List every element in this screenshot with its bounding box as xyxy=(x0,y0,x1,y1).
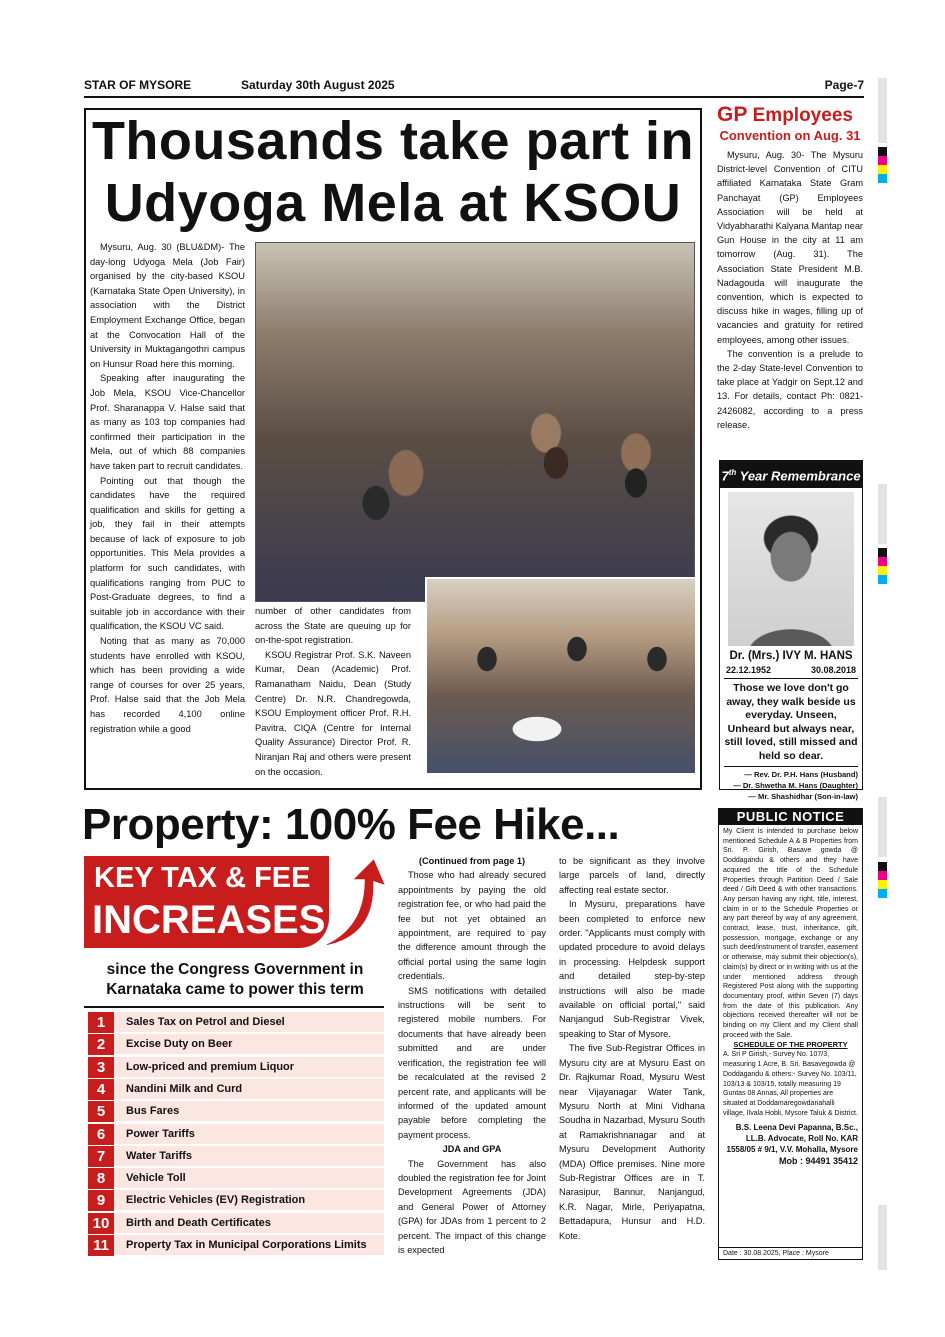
remembrance-dates xyxy=(720,664,862,676)
advocate: B.S. Leena Devi Papanna, B.Sc., LL.B. Advocate, Roll No. KAR 1558/05 # 9/1, V.V. Mohalla, Mysore xyxy=(726,1123,858,1155)
schedule-body: A. Sri P Girish,- Survey No. 107/3, measuring 1 Acre, B. Sri. Basavegowda @ Doddagandu & others:- Survey No. 103/11, 103/13 & 103/15, totally measuring 19 Guntas 08 Annas, All properties are situated at Doddamaregowdanahalli village, Ilvala Hobli, Mysore Taluk & District. xyxy=(723,1051,858,1117)
property-col1 xyxy=(398,854,546,1257)
tax-item-label: Electric Vehicles (EV) Registration xyxy=(114,1190,384,1211)
margin-stripe xyxy=(878,797,887,857)
gp-title-rest: Employees xyxy=(752,105,853,126)
tax-list-item xyxy=(88,1146,384,1167)
tax-item-number: 11 xyxy=(88,1235,114,1256)
tax-item-number: 9 xyxy=(88,1190,114,1211)
paragraph: The convention is a prelude to the 2-day State-level Convention to take place at Yadgir on Sept.12 and 13. For details, contact Ph: 0821- 2426082, according to a press release. xyxy=(717,348,863,430)
schedule-title: SCHEDULE OF THE PROPERTY xyxy=(733,1040,848,1050)
notice-body: My Client is intended to purchase below mentioned Schedule A & B Properties from Sri. P. Girish, Basave gowda @ Doddagandu & others and they have acquired the title of the Schedule Properties through Partition Deed / Sale deed / Gift Deed & with other transactions. Any person having any right, title, interest, claim in or to the Schedule Properties or any part thereof by way of any agreement, contract, lease, trust, inheritance, gift, possession, mortgage, exchange or any such deed/instrument of transfer, easement or otherwise, may submit their objection(s), claim(s) by direct or in writing with us at the under mentioned address through Registered Post along with the supporting documentary proof, within Seven (7) days from the date of this publication. Any objections received thereafter will not be binding on my Client and my Client shall proceed with the Sale. xyxy=(723,828,858,1039)
tax-item-label: Bus Fares xyxy=(114,1101,384,1122)
remembrance-title xyxy=(720,461,862,488)
tax-item-label: Sales Tax on Petrol and Diesel xyxy=(114,1012,384,1033)
paragraph: In Mysuru, preparations have been completed to enforce new order. "Applicants must comply with updated procedure to avoid delays in processing. Helpdesk support and detailed step-by-step instructions will also be made available on official portal," said Nanjangud Sub-Registrar Vivek, speaking to Star of Mysore. xyxy=(559,899,705,1039)
color-bar xyxy=(878,862,887,898)
paragraph: The five Sub-Registrar Offices in Mysuru city are at Mysuru East on Dr. Rajkumar Road, Mysuru West near Vijayanagar Water Tank, Mysuru North at Mini Vidhana Soudha in Nazarbad, Mysuru South at Ramakrishnanagar and at Mysuru Development Authority (MDA) Office premises. Nine more Sub-Registrar Offices are in T. Narasipur, Bannur, Nanjangud, K.R. Nagar, Mirle, Periyapatna, Bettadapura, Hunsur and H.D. Kote. xyxy=(559,1043,705,1241)
tax-item-label: Low-priced and premium Liquor xyxy=(114,1057,384,1078)
infographic-title-block xyxy=(84,856,329,948)
color-bar xyxy=(878,147,887,183)
tax-item-number: 6 xyxy=(88,1124,114,1145)
tax-item-number: 8 xyxy=(88,1168,114,1189)
paragraph: Pointing out that though the candidates have the required qualification and skills for getting a job, they fail in their attempts because of lack of exposure to job opportunities. This Mela provides a platform for such candidates, with qualifications ranging from PUC to Post-Graduate degrees, to find a suitable job in accordance with their qualification, the KSOU VC said. xyxy=(90,475,245,632)
tax-item-label: Property Tax in Municipal Corporations Limits xyxy=(114,1235,384,1256)
tax-list-item xyxy=(88,1012,384,1033)
paragraph: The Government has also doubled the registration fee for Joint Development Agreements (JDA) and General Power of Attorney (GPA) for JDAs from 1 percent to 2 percent. The impact of this change is expected xyxy=(398,1158,546,1255)
remembrance-name: Dr. (Mrs.) IVY M. HANS xyxy=(729,650,853,663)
gp-subtitle: Convention on Aug. 31 xyxy=(719,128,861,143)
margin-stripe xyxy=(878,78,887,143)
tax-item-label: Excise Duty on Beer xyxy=(114,1034,384,1055)
paper-name: STAR OF MYSORE xyxy=(84,78,192,92)
tax-item-number: 10 xyxy=(88,1213,114,1234)
paragraph: Noting that as many as 70,000 students have enrolled with KSOU, which has been providing a wide range of courses for over 25 years, Prof. Halse said that the Job Mela has recorded 4,100 online registration while a good xyxy=(90,636,245,734)
infographic-subtitle: since the Congress Government in Karnataka came to power this term xyxy=(106,961,364,998)
tax-item-number: 5 xyxy=(88,1101,114,1122)
paragraph: KSOU Registrar Prof. S.K. Naveen Kumar, Dean (Academic) Prof. Ramanatham Naidu, Dean (Study Centre) Dr. N.R. Chandregowda, KSOU Employment officer Prof. R.H. Pavitra, CIQA (Centre for Internal Quality Assurance) Director Prof. R. Niranjan Raj and others were present on the occasion. xyxy=(255,649,411,777)
notice-footer: Date : 30.08.2025, Place : Mysore xyxy=(719,1247,862,1259)
paragraph: Speaking after inaugurating the Job Mela, KSOU Vice-Chancellor Prof. Sharanappa V. Halse said that as many as 103 top companies had confirmed their participation in the Mela, out of which 88 companies have taken part to recruit candidates. xyxy=(90,373,245,471)
tax-item-number: 7 xyxy=(88,1146,114,1167)
lead-headline-line2: Udyoga Mela at KSOU xyxy=(104,173,682,233)
gp-title-gp: GP xyxy=(717,103,748,126)
remembrance-verse: Those we love don't go away, they walk beside us everyday. Unseen, Unheard but always near, still loved, still missed and held so dear. xyxy=(724,678,858,767)
tax-item-label: Vehicle Toll xyxy=(114,1168,384,1189)
margin-stripe xyxy=(878,1205,887,1270)
tax-item-number: 1 xyxy=(88,1012,114,1033)
signatory: — Mr. Shashidhar (Son-in-law) xyxy=(748,792,858,802)
job-fair-crowd-photo xyxy=(255,242,695,602)
lead-headline xyxy=(86,110,700,234)
lead-col1 xyxy=(90,240,245,736)
gp-story xyxy=(717,104,863,432)
tax-list-item xyxy=(88,1034,384,1055)
tax-item-number: 2 xyxy=(88,1034,114,1055)
paragraph: to be significant as they involve large parcels of land, directly affecting real estate sector. xyxy=(559,856,705,895)
paragraph: number of other candidates from across the State are queuing up for on-the-spot registration. xyxy=(255,606,411,646)
property-col2 xyxy=(559,854,705,1243)
paragraph: Mysuru, Aug. 30 (BLU&DM)- The day-long Udyoga Mela (Job Fair) organised by the city-based KSOU (Karnataka State Open University), in association with the District Employment Exchange Office, began at the Convocation Hall of the University in Muktagangothri campus on Hunsur Road here this morning. xyxy=(90,242,245,369)
notice-title: PUBLIC NOTICE xyxy=(719,809,862,825)
portrait-photo xyxy=(728,492,854,646)
lead-col2 xyxy=(255,604,411,779)
remembrance-num: 7 xyxy=(721,468,729,484)
margin-stripe xyxy=(878,484,887,544)
infographic-title1: KEY TAX & FEE xyxy=(94,862,311,894)
signatory: — Rev. Dr. P.H. Hans (Husband) xyxy=(744,770,858,780)
tax-item-label: Birth and Death Certificates xyxy=(114,1213,384,1234)
gp-title xyxy=(717,104,863,127)
died-date: 30.08.2018 xyxy=(810,665,856,676)
tax-list-item xyxy=(88,1190,384,1211)
tax-item-label: Water Tariffs xyxy=(114,1146,384,1167)
tax-item-number: 3 xyxy=(88,1057,114,1078)
color-bar xyxy=(878,548,887,584)
tax-list-item xyxy=(88,1101,384,1122)
tax-list-item xyxy=(88,1235,384,1256)
page-header xyxy=(84,78,864,96)
tax-list-item xyxy=(88,1079,384,1100)
paragraph: Those who had already secured appointments by paying the old registration fee, or who had paid the fee but not yet obtained an appointment, are required to pay the difference amount through the official portal using the same login credentials. xyxy=(398,870,546,982)
advocate-mobile: Mob : 94491 35412 xyxy=(778,1156,858,1167)
remembrance-box xyxy=(719,460,863,802)
signatory: — Dr. Shwetha M. Hans (Daughter) xyxy=(733,781,858,791)
lead-headline-line1: Thousands take part in xyxy=(91,111,695,171)
tax-list-item xyxy=(88,1168,384,1189)
continued-note: (Continued from page 1) xyxy=(418,856,526,866)
page-date: Saturday 30th August 2025 xyxy=(241,78,395,92)
gp-body xyxy=(717,148,863,432)
tax-item-label: Nandini Milk and Curd xyxy=(114,1079,384,1100)
public-notice xyxy=(718,808,863,1260)
property-headline: Property: 100% Fee Hike... xyxy=(82,800,620,849)
tax-item-number: 4 xyxy=(88,1079,114,1100)
infographic-title2: INCREASES xyxy=(92,898,326,942)
infographic-divider xyxy=(84,1006,384,1008)
remembrance-signatories xyxy=(720,769,862,802)
registration-hall-photo xyxy=(425,577,697,775)
tax-list-item xyxy=(88,1057,384,1078)
page-number: Page-7 xyxy=(824,78,864,92)
paragraph: SMS notifications with detailed instructions will be sent to registered mobile numbers. For documents that have already been submitted and are under verification, the registration fee will be recalculated at the revised 2 percent rate, and applicants will be informed of the updated amount payable before completing the payment process. xyxy=(398,985,546,1140)
header-rule xyxy=(84,96,864,98)
remembrance-title-rest: Year Remembrance xyxy=(736,468,861,484)
tax-list-item xyxy=(88,1213,384,1234)
born-date: 22.12.1952 xyxy=(726,665,772,676)
paragraph: Mysuru, Aug. 30- The Mysuru District-level Convention of CITU affiliated Karnataka State Gram Panchayat (GP) Employees Association will be held at Vidyabharathi Kalyana Mantap near Gun House in the city at 11 am tomorrow (Aug. 31). The Association State President M.B. Nadagouda will inaugurate the convention, which is expected to discuss hike in wages, filling up of vacancies and gratuity for retired employees, among other issues. xyxy=(717,150,863,345)
remembrance-sup: th xyxy=(728,468,737,477)
up-arrow-icon xyxy=(324,856,388,948)
tax-item-label: Power Tariffs xyxy=(114,1124,384,1145)
subhead: JDA and GPA xyxy=(442,1144,502,1155)
tax-list-item xyxy=(88,1124,384,1145)
